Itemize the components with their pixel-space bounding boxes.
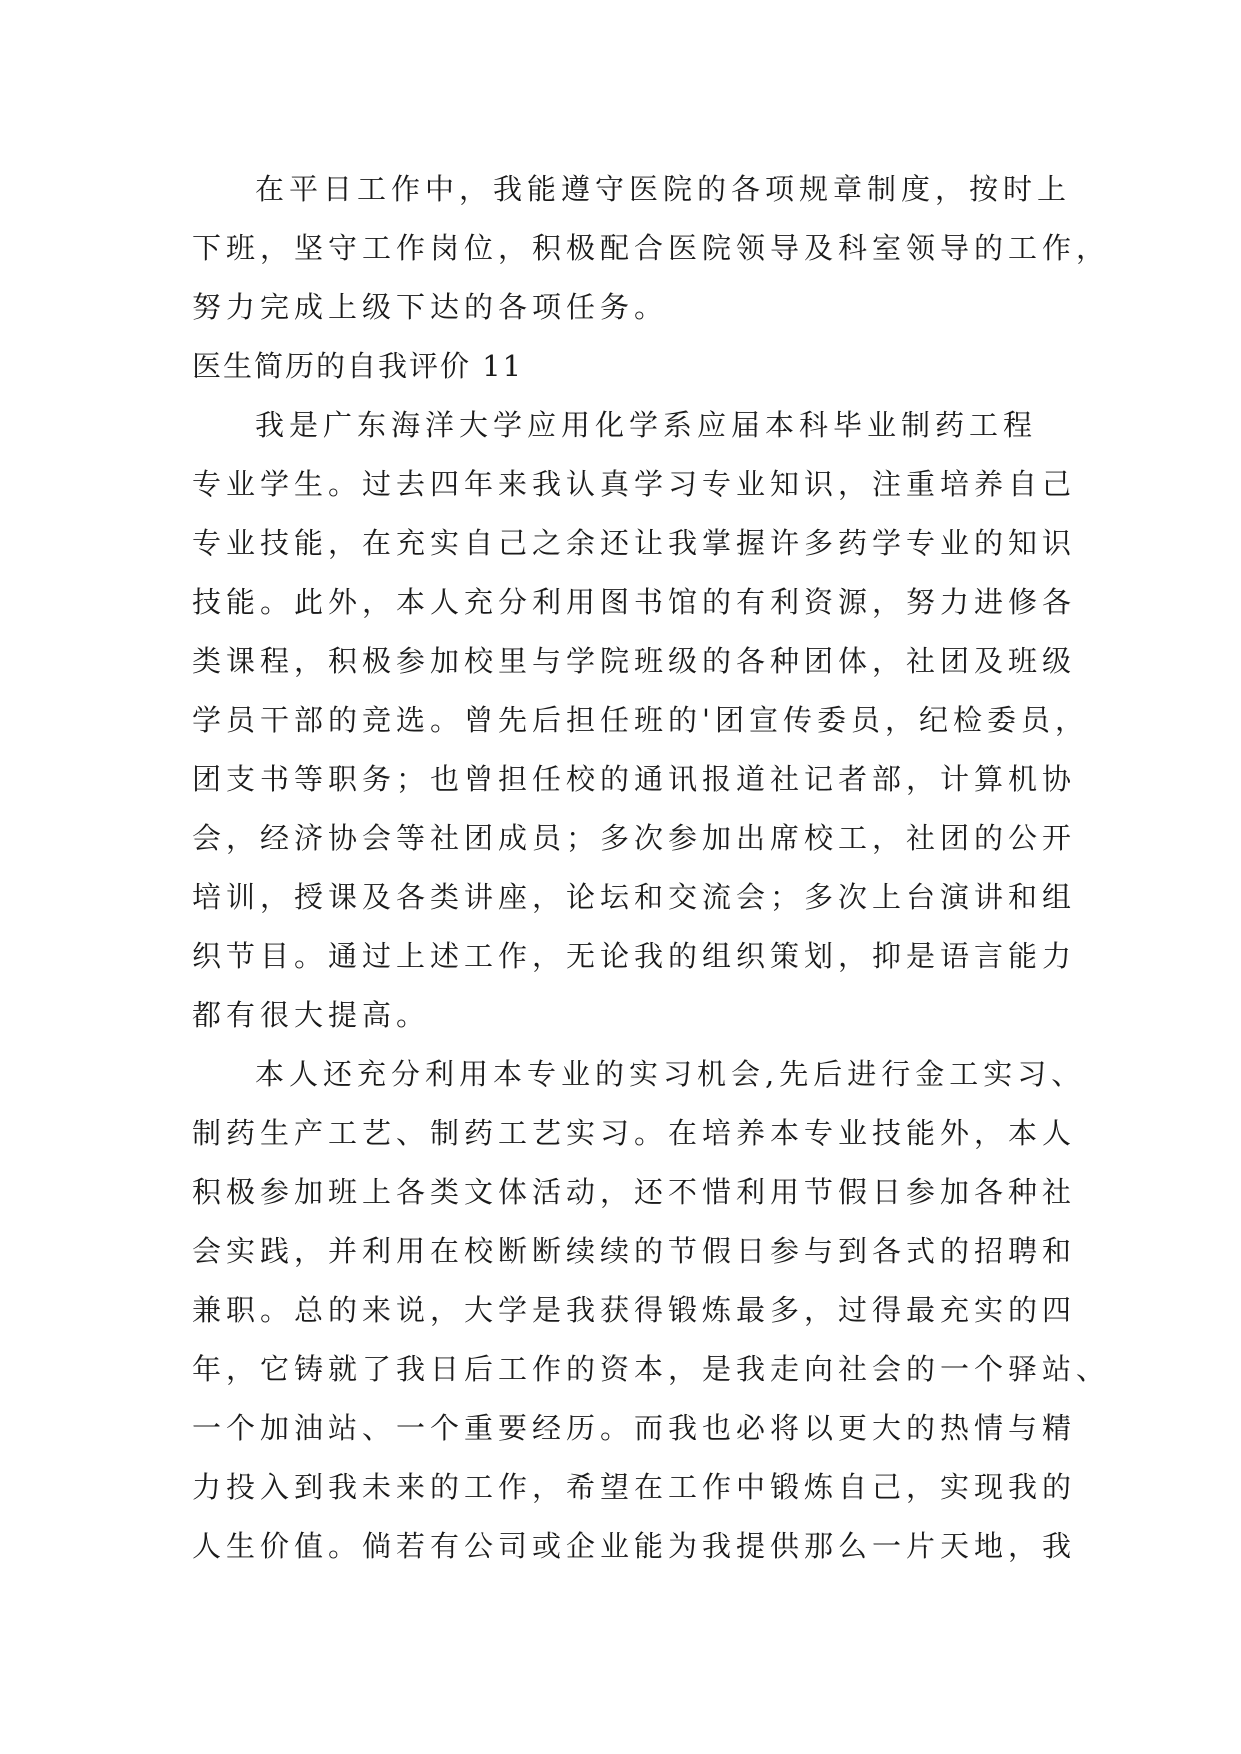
text-line: 年，它铸就了我日后工作的资本，是我走向社会的一个驿站、	[192, 1352, 1111, 1386]
text-line: 学员干部的竞选。曾先后担任班的'团宣传委员，纪检委员，	[192, 703, 1089, 737]
text-line: 制药生产工艺、制药工艺实习。在培养本专业技能外，本人	[192, 1116, 1077, 1150]
text-line: 力投入到我未来的工作，希望在工作中锻炼自己，实现我的	[192, 1470, 1077, 1504]
text-line: 下班，坚守工作岗位，积极配合医院领导及科室领导的工作，	[192, 231, 1111, 265]
paragraph-1	[192, 160, 1111, 337]
document-body	[192, 160, 1111, 1576]
text-line: 努力完成上级下达的各项任务。	[192, 290, 669, 324]
text-line: 技能。此外，本人充分利用图书馆的有利资源，努力进修各	[192, 585, 1077, 619]
text-line: 培训，授课及各类讲座，论坛和交流会；多次上台演讲和组	[192, 880, 1077, 914]
text-line: 织节目。通过上述工作，无论我的组织策划，抑是语言能力	[192, 939, 1077, 973]
text-line: 会实践，并利用在校断断续续的节假日参与到各式的招聘和	[192, 1234, 1077, 1268]
text-line: 一个加油站、一个重要经历。而我也必将以更大的热情与精	[192, 1411, 1077, 1445]
text-line: 都有很大提高。	[192, 998, 431, 1032]
text-line: 类课程，积极参加校里与学院班级的各种团体，社团及班级	[192, 644, 1077, 678]
text-line: 积极参加班上各类文体活动，还不惜利用节假日参加各种社	[192, 1175, 1077, 1209]
text-line: 会，经济协会等社团成员；多次参加出席校工，社团的公开	[192, 821, 1077, 855]
text-line: 专业技能，在充实自己之余还让我掌握许多药学专业的知识	[192, 526, 1077, 560]
text-line: 人生价值。倘若有公司或企业能为我提供那么一片天地，我	[192, 1529, 1077, 1563]
paragraph-2	[192, 396, 1089, 1045]
text-line: 专业学生。过去四年来我认真学习专业知识，注重培养自己	[192, 467, 1077, 501]
text-line: 团支书等职务；也曾担任校的通讯报道社记者部，计算机协	[192, 762, 1077, 796]
text-line: 兼职。总的来说，大学是我获得锻炼最多，过得最充实的四	[192, 1293, 1077, 1327]
text-line: 我是广东海洋大学应用化学系应届本科毕业制药工程	[255, 408, 1038, 442]
paragraph-3	[192, 1045, 1111, 1576]
text-line: 本人还充分利用本专业的实习机会,先后进行金工实习、	[255, 1057, 1086, 1091]
text-line: 在平日工作中，我能遵守医院的各项规章制度，按时上	[255, 172, 1072, 206]
section-heading: 医生简历的自我评价 11	[192, 349, 524, 383]
